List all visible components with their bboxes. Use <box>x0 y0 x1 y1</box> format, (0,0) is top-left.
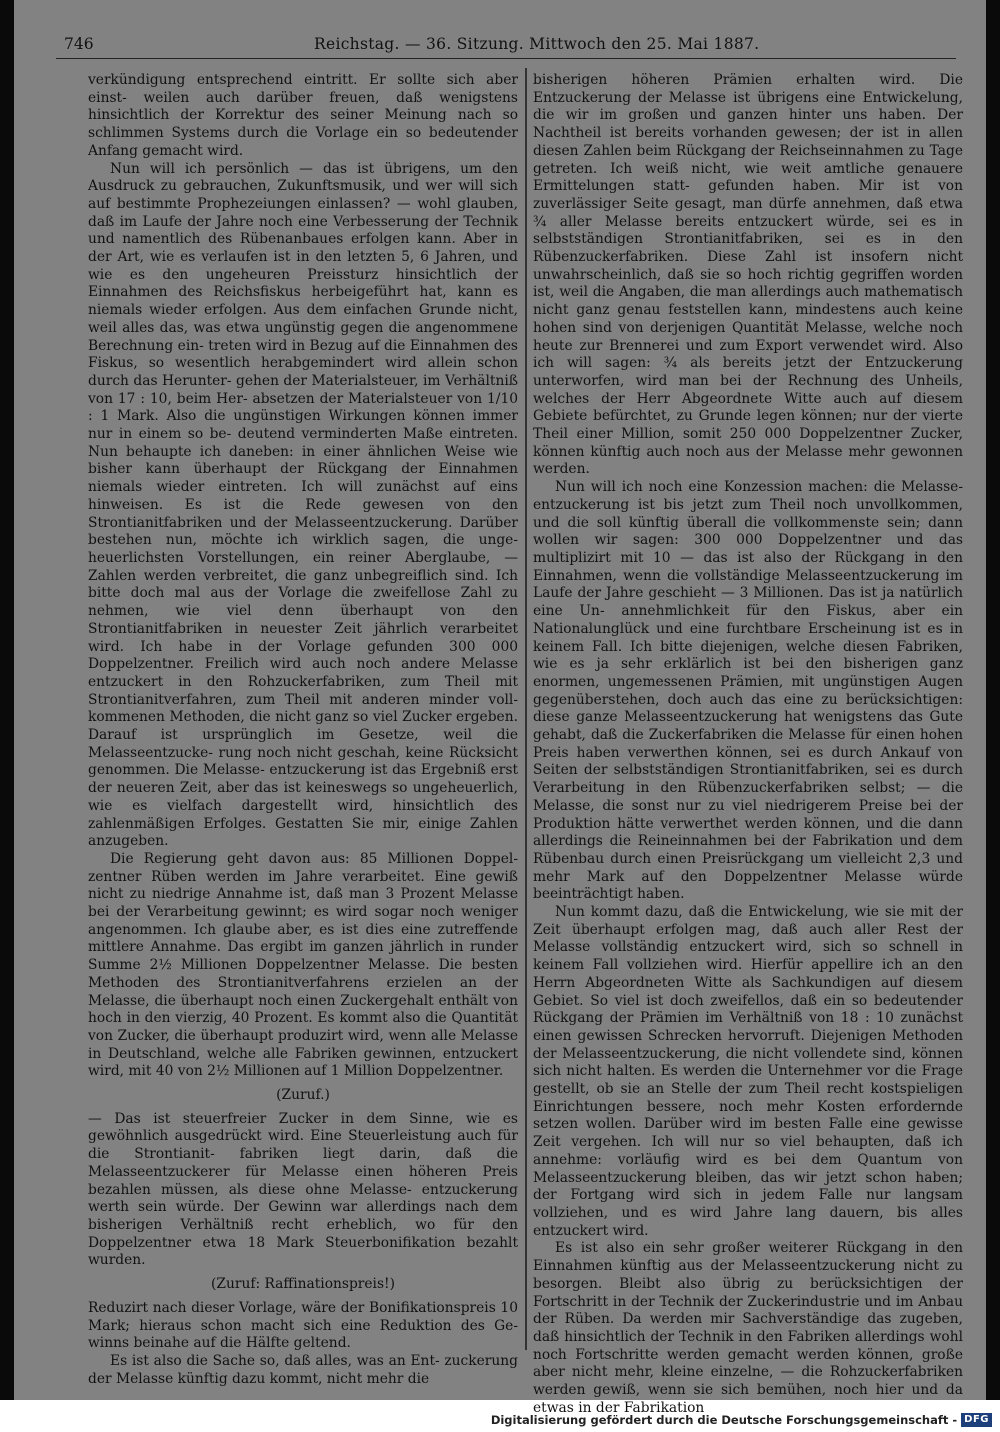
paragraph-continuation: verkündigung entsprechend eintritt. Er sollte sich aber einst- weilen auch darüber freuen, daß wenigstens hinsichtlich der Korrektur des seiner Meinung nach so schlimmen Systems durch die Vorlage ein so bedeutender Anfang gemacht wird. <box>88 72 518 159</box>
paragraph-continuation: Reduzirt nach dieser Vorlage, wäre der Bonifikationspreis 10 Mark; hieraus schon macht sich eine Reduktion des Ge- winns beinahe auf die Hälfte geltend. <box>88 1299 518 1352</box>
footer-credit <box>491 1412 992 1428</box>
dfg-logo: DFG <box>961 1413 992 1427</box>
page-header <box>56 30 956 59</box>
paragraph: Es ist also ein sehr großer weiterer Rückgang in den Einnahmen künftig aus der Melasseentzuckerung nicht zu besorgen. Bleibt also übrig zu berücksichtigen der Fortschritt in der Technik der Zuckerindustrie und im Anbau der Rüben. Da werden mir Sachverständige das zugeben, daß hinsichtlich der Technik in den Fabriken allerdings wohl noch Fortschritte werden gemacht werden können, große aber nicht mehr, kleine einzelne, — die Rohzuckerfabriken werden gewiß, wenn sie sich bemühen, noch hier und da etwas in der Fabrikation <box>533 1240 963 1416</box>
paragraph: Nun kommt dazu, daß die Entwickelung, wie sie mit der Zeit überhaupt erfolgen mag, daß auch aller Rest der Melasse vollständig entzuckert wird, sich so schnell in keinem Fall vollziehen wird. Hierfür appellire ich an den Herrn Abgeordneten Witte als Sachkundigen auf diesem Gebiet. So viel ist doch zweifellos, daß ein so bedeutender Rückgang der Prämien im Verhältniß von 18 : 10 zunächst einen gewissen Schrecken hervorruft. Diejenigen Methoden der Melasseentzuckerung, die nicht vollendete sind, können sich nicht halten. Es werden die Unternehmer vor die Frage gestellt, ob sie an Stelle der zum Theil recht kostspieligen Einrichtungen bessere, noch mehr Kosten erfordernde setzen wollen. Darüber wird im besten Falle eine gewisse Zeit vergehen. Ich will nur so viel behaupten, daß ich annehme: vorläufig wird es bei dem Quantum von Melasseentzuckerung bleiben, das wir jetzt schon haben; der Fortgang wird sich in jedem Falle nur langsam vollziehen, und es wird Jahre lang dauern, bis alles entzuckert wird. <box>533 904 963 1239</box>
page-number: 746 <box>64 35 94 53</box>
column-divider <box>525 68 527 1350</box>
right-column <box>533 72 963 1417</box>
running-title: Reichstag. — 36. Sitzung. Mittwoch den 25. Mai 1887. <box>314 35 760 53</box>
interjection: (Zuruf.) <box>276 1087 330 1104</box>
paragraph: Nun will ich noch eine Konzession machen: die Melasse- entzuckerung ist bis jetzt zum Theil noch unvollkommen, und die soll künftig überall die vollkommenste sein; dann wollen wir sagen: 300 000 Doppelzentner und das multiplizirt mit 10 — das ist also der Rückgang in den Einnahmen, wenn die vollständige Melasseentzuckerung im Laufe der Jahre geschieht — 3 Millionen. Das ist ja natürlich eine Un- annehmlichkeit für den Fiskus, aber ein Nationalunglück und eine furchtbare Erscheinung ist es in keinem Fall. Ich bitte diejenigen, welche diesen Fabriken, wie es ja sehr erklärlich ist bei den bisherigen ganz enormen, ungemessenen Prämien, mit ungünstigen Augen gegenüberstehen, doch auch das eine zu berücksichtigen: diese ganze Melasseentzuckerung hat wenigstens das Gute gehabt, daß die Zuckerfabriken die Melasse für einen hohen Preis haben verwerthen können, sei es durch Ankauf von Seiten der selbstständigen Strontianitfabriken, sei es durch Verarbeitung in den Rübenzuckerfabriken selbst; — die Melasse, die sonst nur zu viel niedrigerem Preise bei der Produktion hätte verwerthet werden können, und die dann allerdings die Reineinnahmen bei der Fabrikation und dem Rübenbau durch einen Preisrückgang um vielleicht 2,3 und mehr Mark auf den Doppelzentner Melasse würde beeinträchtigt haben. <box>533 479 963 903</box>
paragraph-continuation: — Das ist steuerfreier Zucker in dem Sinne, wie es gewöhnlich ausgedrückt wird. Eine Steuerleistung auch für die Strontianit- fabriken liegt darin, daß die Melasseentzuckerer für Melasse einen höheren Preis bezahlen müssen, als diese ohne Melasse- entzuckerung werth sein würde. Der Gewinn war allerdings nach dem bisherigen Verhältniß recht erheblich, wo für den Doppelzentner etwa 18 Mark Steuerbonifikation bezahlt wurden. <box>88 1110 518 1269</box>
footer-text: Digitalisierung gefördert durch die Deutsche Forschungsgemeinschaft - <box>490 1413 958 1427</box>
paragraph: Es ist also die Sache so, daß alles, was an Ent- zuckerung der Melasse künftig dazu kommt, nicht mehr die <box>88 1352 518 1387</box>
paragraph: Nun will ich persönlich — das ist übrigens, um den Ausdruck zu gebrauchen, Zukunftsmusik, und wer will sich auf bestimmte Prophezeiungen einlassen? — wohl glauben, daß im Laufe der Jahre noch eine Verbesserung der Technik und namentlich des Rübenanbaues erfolgen kann. Aber in der Art, wie es verlaufen ist in den letzten 5, 6 Jahren, und wie es den ungeheuren Preissturz hinsichtlich der Einnahmen des Reichsfiskus herbeigeführt hat, kann es niemals wieder erfolgen. Aus dem einfachen Grunde nicht, weil alles das, was etwa ungünstig gegen die angenommene Berechnung ein- treten wird in Bezug auf die Einnahmen des Fiskus, so wesentlich herabgemindert wird allein schon durch das Herunter- gehen der Materialsteuer, im Verhältniß von 17 : 10, beim Her- absetzen der Materialsteuer von 1/10 : 1 Mark. Also die ungünstigen Wirkungen können immer nur in einem so be- deutend verminderten Maße eintreten. Nun behaupte ich daneben: in einer ähnlichen Weise wie bisher kann überhaupt der Rückgang der Einnahmen niemals wieder eintreten. Ich will zunächst auf eins hinweisen. Es ist die Rede gewesen von den Strontianitfabriken und der Melasseentzuckerung. Darüber bestehen nun, möchte ich wirklich sagen, die unge- heuerlichsten Vorstellungen, ein reiner Aberglaube, — Zahlen werden verbreitet, die ganz unbegreiflich sind. Ich bitte doch mal aus der Vorlage die zweifellose Zahl zu nehmen, wie viel denn überhaupt von den Strontianitfabriken in neuester Zeit jährlich verarbeitet wird. Ich habe in der Vorlage gefunden 300 000 Doppelzentner. Freilich wird auch noch andere Melasse entzuckert in den Rohzuckerfabriken, zum Theil mit Strontianitverfahren, zum Theil mit anderen minder voll- kommenen Methoden, die nicht ganz so viel Zucker ergeben. Darauf ist ursprünglich im Gesetze, weil die Melasseentzucke- rung noch nicht geschah, keine Rücksicht genommen. Die Melasse- entzuckerung ist das Ergebniß erst der neueren Zeit, aber das ist keineswegs so ungeheuerlich, wie es vielfach dargestellt wird, hinsichtlich des zahlenmäßigen Erfolges. Gestatten Sie mir, einige Zahlen anzugeben. <box>88 160 518 850</box>
paragraph: Die Regierung geht davon aus: 85 Millionen Doppel- zentner Rüben werden im Jahre verarbeitet. Eine gewiß nicht zu niedrige Annahme ist, daß man 3 Prozent Melasse bei der Verarbeitung gewinnt; es wird sogar noch weniger angenommen. Ich glaube aber, es ist dies eine zutreffende mittlere Annahme. Das ergibt im ganzen jährlich in runder Summe 2½ Millionen Doppelzentner Melasse. Die besten Methoden des Strontianitverfahrens erzielen an der Melasse, die überhaupt noch einen Zuckergehalt enthält von hoch in den vierzig, 40 Prozent. Es kommt also die Quantität von Zucker, die überhaupt produzirt wird, wenn alle Melasse in Deutschland, welche alle Fabriken gewinnen, entzuckert wird, mit 40 von 2½ Millionen auf 1 Million Doppelzentner. <box>88 850 518 1080</box>
left-column <box>88 72 518 1388</box>
interjection: (Zuruf: Raffinationspreis!) <box>211 1276 395 1293</box>
paragraph-continuation: bisherigen höheren Prämien erhalten wird. Die Entzuckerung der Melasse ist übrigens eine Entwickelung, die wir im großen und ganzen hinter uns haben. Der Nachtheil ist bereits vorhanden gewesen; der ist in allen diesen Zahlen beim Rückgang der Reichseinnahmen zu Tage getreten. Ich weiß nicht, wie weit amtliche genauere Ermittelungen statt- gefunden haben. Mir ist von zuverlässiger Seite gesagt, man dürfe annehmen, daß etwa ¾ aller Melasse bereits entzuckert würde, sei es in selbstständigen Strontianitfabriken, sei es in den Rübenzuckerfabriken. Diese Zahl ist insofern nicht unwahrscheinlich, daß sie so hoch richtig gegriffen worden ist, weil die Angaben, die man allerdings auch mathematisch nicht ganz genau feststellen kann, mindestens auch keine hohen sind von derjenigen Quantität Melasse, welche noch heute zur Brennerei und zum Export verwendet wird. Also ich will sagen: ¾ als bereits jetzt der Entzuckerung unterworfen, wird man bei der Rechnung des Unheils, welches der Herr Abgeordnete Witte auch auf diesem Gebiete befürchtet, zu Grunde legen können; nur der vierte Theil einer Million, somit 250 000 Doppelzentner Zucker, können künftig auch noch aus der Melasse mehr gewonnen werden. <box>533 72 963 478</box>
